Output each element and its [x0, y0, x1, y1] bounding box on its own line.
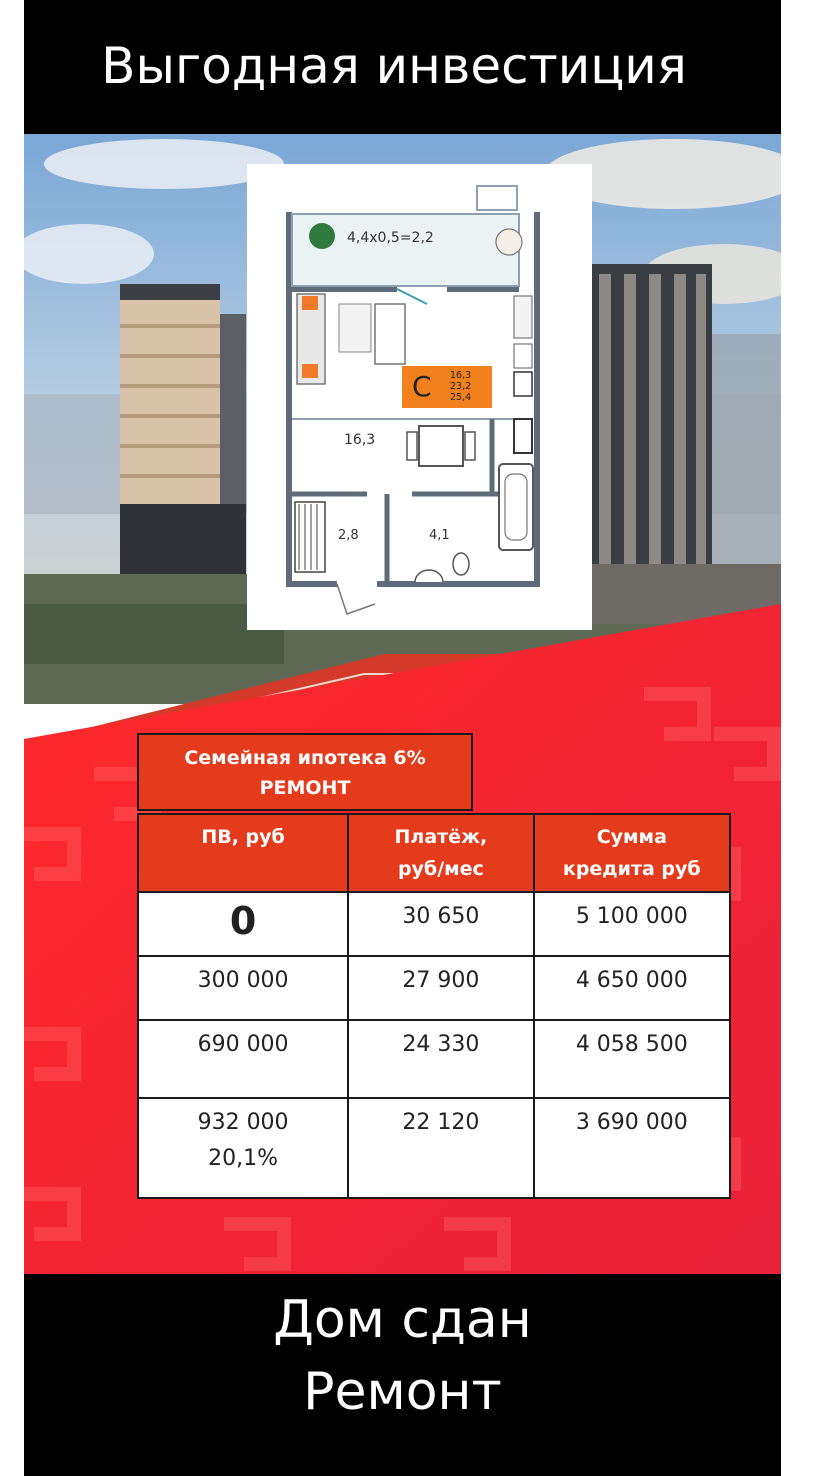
monthly-payment-cell: 22 120	[348, 1098, 533, 1198]
monthly-payment-cell: 24 330	[348, 1020, 533, 1098]
balcony-area-label: 4,4x0,5=2,2	[347, 230, 434, 246]
mortgage-title-line2: РЕМОНТ	[259, 777, 351, 799]
credit-amount-cell: 3 690 000	[534, 1098, 730, 1198]
area-figures	[450, 370, 471, 403]
living-area: 16,3	[450, 370, 472, 381]
column-header-down-payment: ПВ, руб	[138, 814, 348, 892]
apartment-type-badge	[402, 366, 492, 408]
bathroom-area: 4,1	[429, 528, 450, 543]
credit-amount-cell: 5 100 000	[534, 892, 730, 956]
payment-table	[137, 813, 731, 1199]
mortgage-title-line1: Семейная ипотека 6%	[184, 747, 426, 769]
credit-amount-cell: 4 058 500	[534, 1020, 730, 1098]
column-header-credit-amount: Сумма кредита руб	[534, 814, 730, 892]
down-payment-cell: 0	[138, 892, 348, 956]
monthly-payment-cell: 30 650	[348, 892, 533, 956]
table-header-row	[138, 814, 730, 892]
footer-line-renovation: Ремонт	[303, 1362, 502, 1422]
table-row	[138, 1098, 730, 1198]
mortgage-title	[137, 733, 473, 811]
footer-line-house-delivered: Дом сдан	[273, 1290, 532, 1350]
column-header-monthly-payment: Платёж, руб/мес	[348, 814, 533, 892]
table-row	[138, 956, 730, 1020]
down-payment-cell: 300 000	[138, 956, 348, 1020]
apartment-type-letter: C	[412, 370, 432, 403]
monthly-payment-cell: 27 900	[348, 956, 533, 1020]
table-row	[138, 1020, 730, 1098]
hall-area: 2,8	[338, 528, 359, 543]
poster	[24, 0, 781, 1476]
credit-amount-cell: 4 650 000	[534, 956, 730, 1020]
footer-bar	[24, 1274, 781, 1476]
main-room-area: 16,3	[344, 432, 376, 448]
floor-plan-card	[247, 164, 592, 630]
table-row	[138, 892, 730, 956]
total-area-with-balcony: 25,4	[450, 392, 472, 403]
down-payment-cell: 932 000 20,1%	[138, 1098, 348, 1198]
page-title: Выгодная инвестиция	[101, 37, 687, 95]
header-bar	[24, 0, 781, 134]
total-area: 23,2	[450, 381, 472, 392]
down-payment-cell: 690 000	[138, 1020, 348, 1098]
